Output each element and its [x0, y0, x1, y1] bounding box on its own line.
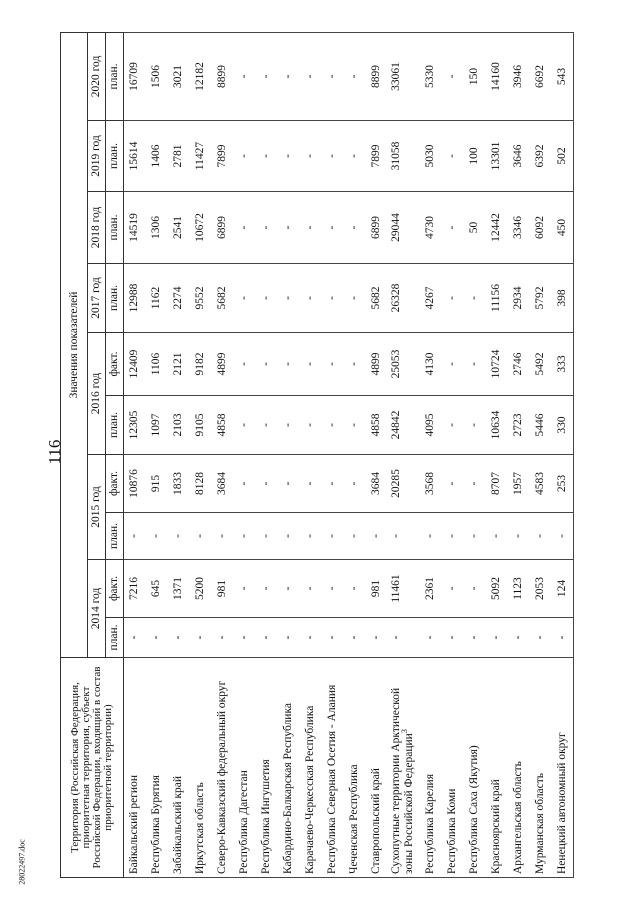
value-cell: 4095	[420, 396, 442, 455]
value-cell: -	[464, 264, 486, 333]
value-cell: 5200	[190, 560, 212, 618]
value-cell: -	[344, 513, 366, 560]
value-cell: -	[344, 32, 366, 120]
table-row	[508, 32, 530, 877]
value-cell: -	[322, 513, 344, 560]
value-cell: -	[234, 121, 256, 192]
value-cell: -	[212, 618, 234, 658]
value-cell: 29044	[388, 192, 420, 264]
value-cell: 3946	[508, 32, 530, 120]
value-cell: -	[300, 121, 322, 192]
value-cell: 502	[552, 121, 574, 192]
value-cell: 11427	[190, 121, 212, 192]
value-cell: -	[388, 513, 420, 560]
year-header-2015: 2015 год	[88, 455, 106, 560]
value-cell: 5492	[530, 333, 552, 396]
table-row	[190, 32, 212, 877]
value-cell: -	[256, 513, 278, 560]
value-cell: -	[300, 32, 322, 120]
value-cell: -	[278, 618, 300, 658]
value-cell: 4583	[530, 455, 552, 513]
value-cell: 1162	[146, 264, 168, 333]
value-cell: -	[344, 264, 366, 333]
value-cell: -	[464, 560, 486, 618]
value-cell: 24842	[388, 396, 420, 455]
value-cell: 1957	[508, 455, 530, 513]
territory-name	[146, 658, 168, 878]
year-header-2020: 2020 год	[88, 32, 106, 120]
value-cell: 981	[366, 560, 388, 618]
value-cell: -	[234, 513, 256, 560]
table-row	[300, 32, 322, 877]
value-cell: 4858	[212, 396, 234, 455]
value-cell: -	[344, 333, 366, 396]
value-cell: -	[344, 396, 366, 455]
year-header-2019: 2019 год	[88, 121, 106, 192]
value-cell: -	[278, 121, 300, 192]
value-cell: 1371	[168, 560, 190, 618]
value-cell: -	[530, 513, 552, 560]
value-cell: -	[420, 513, 442, 560]
value-cell: -	[344, 121, 366, 192]
table-row	[344, 32, 366, 877]
territory-name	[464, 658, 486, 878]
value-cell: 1506	[146, 32, 168, 120]
territory-name	[530, 658, 552, 878]
value-cell: 1833	[168, 455, 190, 513]
value-cell: -	[300, 264, 322, 333]
value-cell: 5682	[212, 264, 234, 333]
value-cell: -	[442, 333, 464, 396]
territory-name	[234, 658, 256, 878]
table-row	[530, 32, 552, 877]
value-cell: -	[508, 513, 530, 560]
value-cell: 7899	[212, 121, 234, 192]
plan-header: план.	[106, 121, 124, 192]
value-cell: 2746	[508, 333, 530, 396]
year-header-2016: 2016 год	[88, 333, 106, 455]
value-cell: -	[344, 560, 366, 618]
value-cell: -	[300, 455, 322, 513]
value-cell: 8707	[486, 455, 508, 513]
value-cell: -	[486, 513, 508, 560]
value-cell: 7216	[124, 560, 146, 618]
value-cell: 9552	[190, 264, 212, 333]
table-row	[278, 32, 300, 877]
territory-name	[344, 658, 366, 878]
value-cell: -	[322, 32, 344, 120]
table-row	[552, 32, 574, 877]
table-row	[464, 32, 486, 877]
territory-name-text: Забайкальский край	[171, 775, 184, 874]
value-cell: -	[278, 333, 300, 396]
value-cell: 2934	[508, 264, 530, 333]
territory-name	[388, 658, 420, 878]
value-cell: 2781	[168, 121, 190, 192]
value-cell: -	[464, 396, 486, 455]
value-cell: 330	[552, 396, 574, 455]
value-cell: 20285	[388, 455, 420, 513]
territory-name	[256, 658, 278, 878]
value-cell: 5092	[486, 560, 508, 618]
value-cell: -	[300, 560, 322, 618]
value-cell: -	[278, 455, 300, 513]
value-cell: 10876	[124, 455, 146, 513]
value-cell: 450	[552, 192, 574, 264]
table-row	[168, 32, 190, 877]
value-cell: -	[322, 560, 344, 618]
value-cell: 2274	[168, 264, 190, 333]
value-cell: -	[256, 121, 278, 192]
value-cell: 6899	[366, 192, 388, 264]
territory-name-text: Ненецкий автономный округ	[555, 732, 568, 874]
value-cell: 915	[146, 455, 168, 513]
fact-header: факт.	[106, 455, 124, 513]
value-cell: 3646	[508, 121, 530, 192]
territory-name-text: Ставропольский край	[369, 768, 382, 874]
value-cell: 4899	[366, 333, 388, 396]
table-row	[322, 32, 344, 877]
value-cell: -	[442, 455, 464, 513]
value-cell: -	[508, 618, 530, 658]
value-cell: -	[464, 513, 486, 560]
value-cell: 4730	[420, 192, 442, 264]
year-header-2017: 2017 год	[88, 264, 106, 333]
territory-name-text: Мурманская область	[533, 772, 546, 874]
value-cell: 4899	[212, 333, 234, 396]
value-cell: 1306	[146, 192, 168, 264]
value-cell: -	[344, 618, 366, 658]
value-cell: 3346	[508, 192, 530, 264]
value-cell: -	[278, 513, 300, 560]
value-cell: -	[322, 396, 344, 455]
territory-name-text: Сухопутные территории Арктической зоны Российской Федерации	[389, 687, 415, 874]
values-header: Значения показателей	[61, 32, 88, 657]
value-cell: 26328	[388, 264, 420, 333]
value-cell: -	[552, 513, 574, 560]
value-cell: 6392	[530, 121, 552, 192]
value-cell: 1097	[146, 396, 168, 455]
value-cell: 5682	[366, 264, 388, 333]
value-cell: 2103	[168, 396, 190, 455]
value-cell: -	[442, 560, 464, 618]
territory-name	[322, 658, 344, 878]
territory-name-text: Северо-Кавказский федеральный округ	[215, 680, 228, 874]
value-cell: 2723	[508, 396, 530, 455]
value-cell: 150	[464, 32, 486, 120]
value-cell: 100	[464, 121, 486, 192]
plan-header: план.	[106, 32, 124, 120]
value-cell: 11156	[486, 264, 508, 333]
value-cell: -	[388, 618, 420, 658]
value-cell: 4130	[420, 333, 442, 396]
table-row	[388, 32, 420, 877]
value-cell: 12305	[124, 396, 146, 455]
value-cell: 16709	[124, 32, 146, 120]
value-cell: -	[300, 618, 322, 658]
territory-name	[190, 658, 212, 878]
value-cell: 15614	[124, 121, 146, 192]
territory-name-text: Карачаево-Черкесская Республика	[303, 705, 316, 874]
value-cell: -	[322, 333, 344, 396]
fact-header: факт.	[106, 560, 124, 618]
year-header-2018: 2018 год	[88, 192, 106, 264]
value-cell: -	[234, 396, 256, 455]
value-cell: 9182	[190, 333, 212, 396]
value-cell: -	[300, 396, 322, 455]
value-cell: -	[442, 192, 464, 264]
value-cell: -	[442, 396, 464, 455]
territory-name	[552, 658, 574, 878]
value-cell: -	[464, 333, 486, 396]
value-cell: -	[442, 121, 464, 192]
value-cell: -	[256, 264, 278, 333]
value-cell: 8899	[366, 32, 388, 120]
table-row	[146, 32, 168, 877]
plan-header: план.	[106, 264, 124, 333]
value-cell: -	[442, 32, 464, 120]
value-cell: -	[234, 333, 256, 396]
value-cell: 12409	[124, 333, 146, 396]
value-cell: 25053	[388, 333, 420, 396]
value-cell: -	[168, 618, 190, 658]
value-cell: -	[278, 560, 300, 618]
territory-name	[486, 658, 508, 878]
value-cell: 398	[552, 264, 574, 333]
value-cell: -	[234, 32, 256, 120]
territory-name-text: Республика Северная Осетия - Алания	[325, 684, 338, 874]
value-cell: -	[322, 192, 344, 264]
table-row	[420, 32, 442, 877]
value-cell: 12442	[486, 192, 508, 264]
value-cell: 543	[552, 32, 574, 120]
value-cell: 1123	[508, 560, 530, 618]
territory-name-text: Кабардино-Балкарская Республика	[281, 703, 294, 874]
value-cell: 6092	[530, 192, 552, 264]
value-cell: -	[168, 513, 190, 560]
value-cell: 5792	[530, 264, 552, 333]
value-cell: -	[322, 264, 344, 333]
plan-header: план.	[106, 513, 124, 560]
value-cell: -	[464, 618, 486, 658]
territory-name-text: Чеченская Республика	[347, 764, 360, 874]
value-cell: -	[278, 396, 300, 455]
value-cell: 31058	[388, 121, 420, 192]
value-cell: -	[256, 560, 278, 618]
table-row	[486, 32, 508, 877]
value-cell: -	[212, 513, 234, 560]
value-cell: 4858	[366, 396, 388, 455]
value-cell: 1106	[146, 333, 168, 396]
value-cell: 7899	[366, 121, 388, 192]
territory-name	[366, 658, 388, 878]
plan-header: план.	[106, 618, 124, 658]
value-cell: -	[256, 333, 278, 396]
value-cell: -	[464, 455, 486, 513]
value-cell: -	[256, 32, 278, 120]
value-cell: -	[256, 192, 278, 264]
value-cell: 12182	[190, 32, 212, 120]
table-row	[256, 32, 278, 877]
value-cell: 13301	[486, 121, 508, 192]
value-cell: -	[300, 192, 322, 264]
table-row	[366, 32, 388, 877]
value-cell: -	[256, 455, 278, 513]
territory-name	[300, 658, 322, 878]
year-header-2014: 2014 год	[88, 560, 106, 658]
territory-name	[420, 658, 442, 878]
value-cell: 3021	[168, 32, 190, 120]
territory-name-text: Республика Саха (Якутия)	[467, 745, 480, 874]
value-cell: -	[322, 618, 344, 658]
footnote-mark: 3	[399, 729, 409, 734]
value-cell: 6692	[530, 32, 552, 120]
value-cell: 6899	[212, 192, 234, 264]
territory-name-text: Республика Дагестан	[237, 770, 250, 874]
value-cell: 253	[552, 455, 574, 513]
value-cell: -	[124, 513, 146, 560]
value-cell: -	[256, 396, 278, 455]
value-cell: 3568	[420, 455, 442, 513]
value-cell: -	[146, 618, 168, 658]
value-cell: 33061	[388, 32, 420, 120]
plan-header: план.	[106, 192, 124, 264]
value-cell: 5030	[420, 121, 442, 192]
value-cell: 1406	[146, 121, 168, 192]
value-cell: -	[344, 455, 366, 513]
territory-name-text: Байкальский регион	[128, 775, 140, 874]
territory-name	[442, 658, 464, 878]
value-cell: -	[234, 560, 256, 618]
value-cell: -	[124, 618, 146, 658]
value-cell: -	[146, 513, 168, 560]
value-cell: 3684	[212, 455, 234, 513]
value-cell: -	[300, 513, 322, 560]
table-row	[212, 32, 234, 877]
value-cell: 14160	[486, 32, 508, 120]
territory-name	[278, 658, 300, 878]
value-cell: -	[278, 264, 300, 333]
territory-name-text: Красноярский край	[489, 779, 502, 874]
value-cell: -	[300, 333, 322, 396]
value-cell: -	[322, 121, 344, 192]
value-cell: -	[278, 192, 300, 264]
value-cell: 14519	[124, 192, 146, 264]
value-cell: -	[442, 513, 464, 560]
value-cell: 3684	[366, 455, 388, 513]
value-cell: -	[366, 513, 388, 560]
rotated-table-container	[60, 33, 586, 878]
value-cell: -	[442, 618, 464, 658]
territory-name-text: Республика Ингушетия	[259, 759, 272, 874]
value-cell: -	[442, 264, 464, 333]
fact-header: факт.	[106, 333, 124, 396]
territory-name-text: Республика Карелия	[423, 773, 436, 874]
value-cell: 8128	[190, 455, 212, 513]
table-row	[442, 32, 464, 877]
value-cell: 2541	[168, 192, 190, 264]
value-cell: -	[530, 618, 552, 658]
value-cell: 124	[552, 560, 574, 618]
territory-name	[508, 658, 530, 878]
value-cell: -	[256, 618, 278, 658]
value-cell: 5446	[530, 396, 552, 455]
territory-name	[124, 658, 146, 878]
value-cell: 10672	[190, 192, 212, 264]
value-cell: 11461	[388, 560, 420, 618]
value-cell: 10724	[486, 333, 508, 396]
value-cell: -	[420, 618, 442, 658]
table-row	[234, 32, 256, 877]
value-cell: 9105	[190, 396, 212, 455]
territory-name	[168, 658, 190, 878]
value-cell: 8899	[212, 32, 234, 120]
value-cell: -	[322, 455, 344, 513]
value-cell: 50	[464, 192, 486, 264]
table-body	[124, 32, 574, 877]
value-cell: -	[366, 618, 388, 658]
value-cell: -	[552, 618, 574, 658]
value-cell: -	[234, 618, 256, 658]
value-cell: -	[234, 264, 256, 333]
territory-name-text: Архангельская область	[511, 761, 524, 874]
value-cell: -	[278, 32, 300, 120]
value-cell: -	[344, 192, 366, 264]
value-cell: 10634	[486, 396, 508, 455]
value-cell: -	[234, 192, 256, 264]
indicator-table	[60, 32, 574, 878]
territory-name	[212, 658, 234, 878]
value-cell: 645	[146, 560, 168, 618]
value-cell: 981	[212, 560, 234, 618]
value-cell: 2053	[530, 560, 552, 618]
value-cell: 4267	[420, 264, 442, 333]
value-cell: 2361	[420, 560, 442, 618]
table-row	[124, 32, 146, 877]
value-cell: -	[486, 618, 508, 658]
value-cell: -	[234, 455, 256, 513]
value-cell: 2121	[168, 333, 190, 396]
value-cell: 333	[552, 333, 574, 396]
territory-name-text: Иркутская область	[193, 782, 206, 874]
value-cell: 5330	[420, 32, 442, 120]
territory-name-text: Республика Коми	[445, 788, 458, 874]
plan-header: план.	[106, 396, 124, 455]
territory-name-text: Республика Бурятия	[149, 775, 162, 874]
value-cell: 12988	[124, 264, 146, 333]
territory-header: Территория (Российская Федерация, приоритетная территория, субъект Российской Федерации, входящий в состав приоритетной территории)	[61, 658, 124, 878]
value-cell: -	[190, 513, 212, 560]
value-cell: -	[190, 618, 212, 658]
